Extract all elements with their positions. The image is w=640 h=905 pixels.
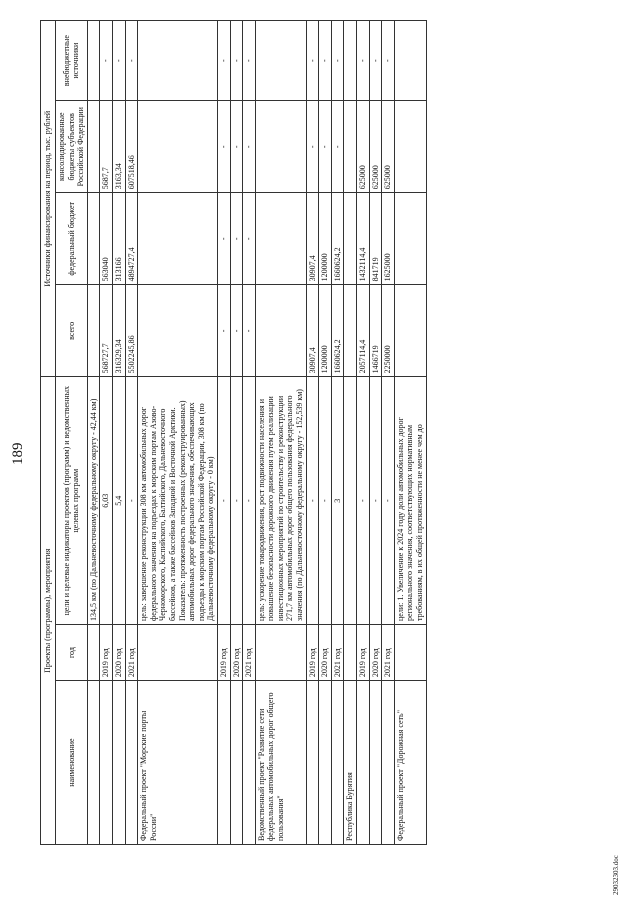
table-row: 2020 год - 1200000 1200000 - - [319, 21, 332, 845]
col-total-header: всего [56, 285, 88, 377]
projects-group-header: Проекты (программы), мероприятия [41, 377, 56, 845]
page-number: 189 [10, 442, 26, 465]
col-year-header: год [56, 624, 88, 680]
table-row: 2021 год - 5502245,86 4894727,4 607518,46 - [125, 21, 138, 845]
table-row: 2020 год - 1466719 841719 625000 - [369, 21, 382, 845]
project-goal: цель: ускорение товародвижения, рост подвижности населения и повышение безопасности дорожного движения путем реализации инвестиционных мероприятий по строительству и реконструкции 271,7 км автомобильных дорог общего пользования федерального значения (по Дальневосточному федеральному округу - 152,539 км) [255, 377, 306, 625]
name-cell [87, 681, 100, 845]
project-name: Ведомственный проект "Развитие сети федеральных автомобильных дорог общего пользования" [255, 681, 306, 845]
project-goal: цели: 1. Увеличение к 2024 году доли автомобильных дорог регионального значения, соответствующих нормативным требованиям, в их общей протяженности не менее чем до [394, 377, 426, 625]
table-row: 2021 год - - - - - [243, 21, 256, 845]
col-goals-header: цели и целевые индикаторы проектов (программ) и ведомственных целевых программ [56, 377, 88, 625]
table-row: 2019 год 6,03 568727,7 563040 5687,7 - [100, 21, 113, 845]
table-row: 2020 год - - - - - [230, 21, 243, 845]
col-regional-header: консолидированные бюджеты субъектов Российской Федерации [56, 101, 88, 193]
col-federal-header: федеральный бюджет [56, 193, 88, 285]
project-name: Федеральный проект "Дорожная сеть" [394, 681, 426, 845]
project-name: Федеральный проект "Морские порты России" [138, 681, 218, 845]
col-name-header: наименование [56, 681, 88, 845]
table-row: 2019 год - 30907,4 30907,4 - - [306, 21, 319, 845]
document-code: 29032303.doc [612, 855, 620, 895]
financing-table [40, 20, 427, 845]
goal-text-cell: 134,5 км (по Дальневосточному федеральному округу - 42,44 км) [87, 377, 100, 625]
project-goal: цель: завершение реконструкции 308 км автомобильных дорог федерального значения на подъездах к морским портам Азово-Черноморского, Каспийского, Балтийского, Дальневосточного бассейнов, а также бассейнов Западной и Восточной Арктики. Показатель: протяженность построенных (реконструированных) автомобильных дорог федерального значения, обеспечивающих подъезды к морским портам Российской Федерации, 308 км (по Дальневосточному федеральному округу - 0 км) [138, 377, 218, 625]
table-row: 2020 год 5,4 316329,34 313166 3163,34 - [112, 21, 125, 845]
col-extra-header: внебюджетные источники [56, 21, 88, 101]
sources-group-header: Источники финансирования на период, тыс. рублей [41, 21, 56, 377]
table-row: 2021 год - 2250000 1625000 625000 - [382, 21, 395, 845]
table-row: 2019 год - 2057114,4 1432114,4 625000 - [357, 21, 370, 845]
table-row: 2021 год 3 1660624,2 1660624,2 - - [331, 21, 344, 845]
table-row: 2019 год - - - - - [217, 21, 230, 845]
region-name: Республика Бурятия [344, 681, 357, 845]
